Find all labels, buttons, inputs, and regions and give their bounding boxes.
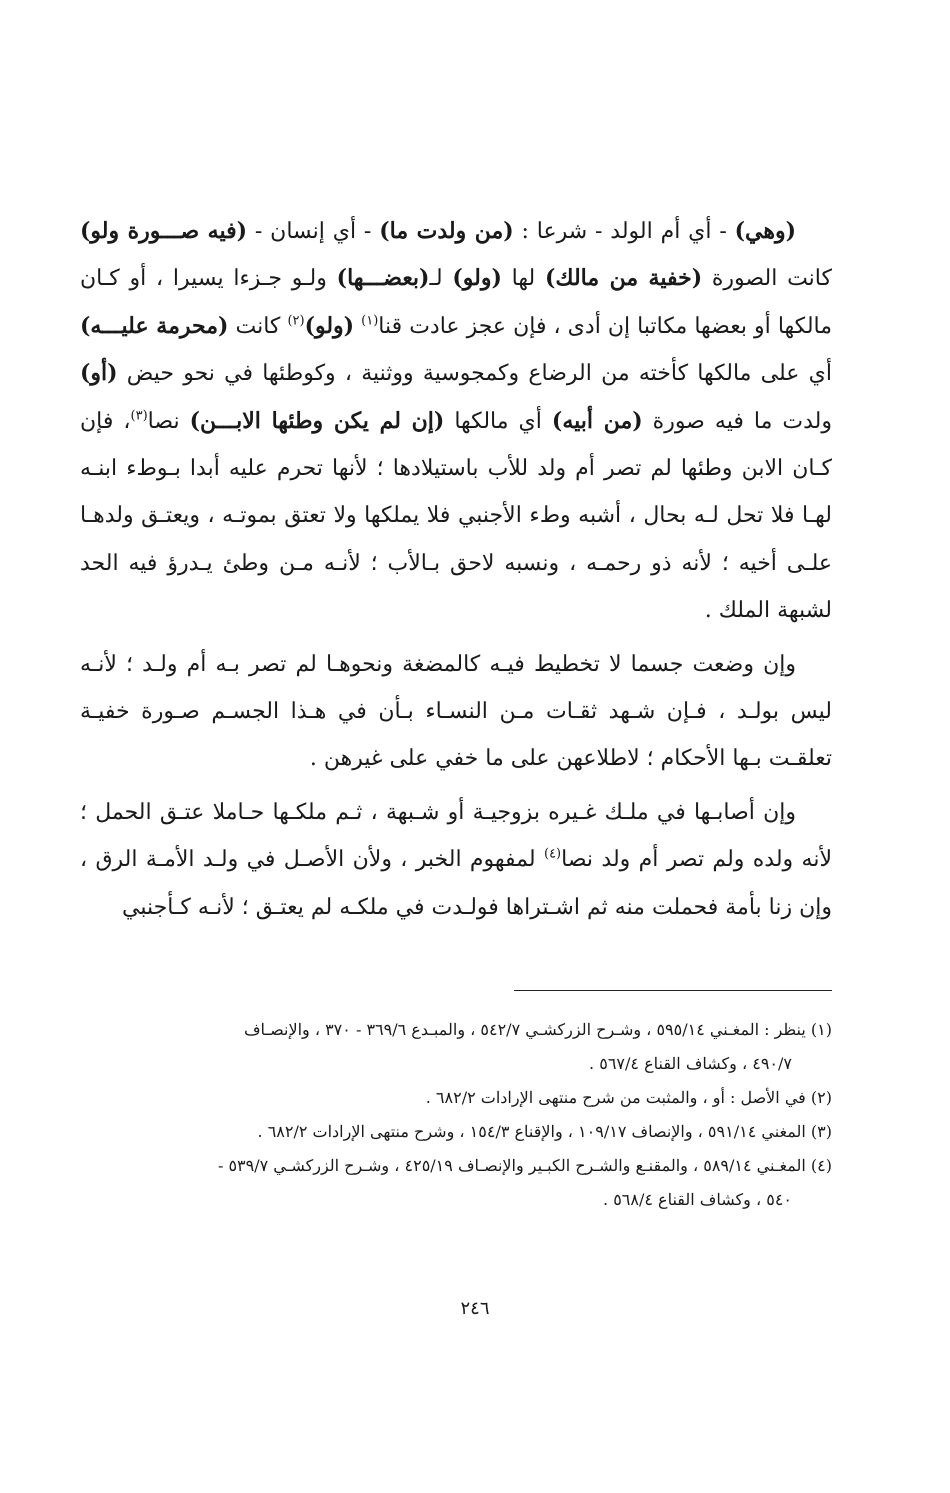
- footnote-ref-2: (٢): [287, 313, 305, 329]
- bold-term: (أو): [80, 360, 118, 387]
- bold-term: (وهي): [734, 218, 797, 244]
- bold-term: (ولو): [304, 312, 355, 339]
- text-run: لمفهوم الخبر ، ولأن الأصـل في ولـد الأمـة الرق ، وإن زنا بأمة فحملت منه ثم اشـتراها فولـدت في ملكـه لم يعتـق ؛ لأنـه كـأجنبي: [80, 847, 832, 920]
- text-run: أي على مالكها كأخته من الرضاع وكمجوسية ووثنية ، وكوطئها في نحو حيض: [117, 361, 832, 387]
- bold-term: (من أبيه): [551, 407, 643, 434]
- bold-term: (بعضـــها): [336, 265, 430, 292]
- footnote-text: (١) ينظر : المغـني ٥٩٥/١٤ ، وشـرح الزركشـي ٥٤٢/٧ ، والمبـدع ٣٦٩/٦ - ٣٧٠ ، والإنصـاف: [243, 1020, 832, 1039]
- footnote-2: [80, 1081, 832, 1115]
- text-run: - أي أم الولد - شرعا :: [513, 219, 735, 244]
- footnote-continuation: ٥٤٠ ، وكشاف القناع ٥٦٨/٤ .: [603, 1190, 792, 1209]
- bold-term: (محرمة عليـــه): [80, 312, 229, 339]
- text-run: لها: [501, 266, 545, 292]
- main-text: [80, 208, 832, 931]
- bold-term: (خفية من مالك): [545, 265, 703, 292]
- footnote-continuation: ٤٩٠/٧ ، وكشاف القناع ٥٦٧/٤ .: [589, 1054, 792, 1073]
- footnote-3: [80, 1115, 832, 1149]
- footnote-text: (٣) المغني ٥٩١/١٤ ، والإنصاف ١٠٩/١٧ ، والإقناع ١٥٤/٣ ، وشرح منتهى الإرادات ٦٨٢/٢ .: [257, 1122, 832, 1141]
- page-number: ٢٤٦: [460, 1298, 490, 1319]
- text-run: أي مالكها: [444, 408, 552, 434]
- text-run: كانت: [228, 313, 288, 339]
- bold-term: (من ولدت ما): [379, 218, 514, 244]
- text-run: - أي إنسان -: [247, 219, 380, 244]
- paragraph-2: وإن وضعت جسما لا تخطيط فيـه كالمضغة ونحوهـا لم تصر بـه أم ولـد ؛ لأنـه ليس بولـد ، فـإن شـهد ثقـات مـن النسـاء بـأن في هـذا الجسـم صـورة خفيـة تعلقـت بـها الأحكام ؛ لاطلاعهن على ما خفي على غيرهن .: [80, 651, 832, 772]
- text-run: لـ: [429, 266, 453, 292]
- footnote-text: (٢) في الأصل : أو ، والمثبت من شرح منتهى الإرادات ٦٨٢/٢ .: [425, 1088, 832, 1107]
- footnotes: [80, 1013, 832, 1217]
- text-run: ولـو جـزءا يسيرا ، أو كـان مالكها أو بعضها مكاتبا إن أدى ، فإن عجز عادت قنا: [80, 266, 833, 339]
- bold-term: (ولو): [452, 265, 502, 292]
- bold-term: (فيه صـــورة ولو): [80, 218, 248, 244]
- paragraph-3: [80, 789, 832, 931]
- text-run: كانت الصورة: [702, 266, 832, 292]
- paragraph-1: [80, 208, 832, 635]
- footnote-4: [80, 1149, 832, 1217]
- text-run: نصا: [147, 408, 190, 434]
- text-run: ، فإن كـان الابن وطئها لم تصر أم ولد للأب باستيلادها ؛ لأنها تحرم عليه أبدا بـوطء ابنـه لهـا فلا تحل لـه بحال ، أشبه وطء الأجنبي فلا يملكها ولا تعتق بموتـه ، ويعتـق ولدهـا علـى أخيه ؛ لأنه ذو رحمـه ، ونسبه لاحق بـالأب ؛ لأنـه مـن وطئ يـدرؤ فيه الحد لشبهة الملك .: [80, 408, 832, 624]
- footnote-ref-3: (٣): [130, 408, 148, 424]
- footnote-separator: [514, 990, 832, 991]
- text-run: ولدت ما فيه صورة: [642, 408, 832, 434]
- footnote-text: (٤) المغـني ٥٨٩/١٤ ، والمقنـع والشـرح الكبـير والإنصـاف ٤٢٥/١٩ ، وشـرح الزركشـي ٥٣٩/٧ -: [217, 1156, 832, 1175]
- footnote-ref-4: (٤): [543, 846, 562, 862]
- footnote-ref-1: (١): [361, 313, 379, 329]
- bold-term: (إن لم يكن وطئها الابـــن): [189, 407, 445, 434]
- text-run: وإن أصابـها في ملـك غـيره بزوجيـة أو شـبهة ، ثـم ملكـها حـاملا عتـق الحمل ؛ لأنه ولده ولم تصر أم ولد نصا: [80, 799, 832, 873]
- footnote-1: [80, 1013, 832, 1081]
